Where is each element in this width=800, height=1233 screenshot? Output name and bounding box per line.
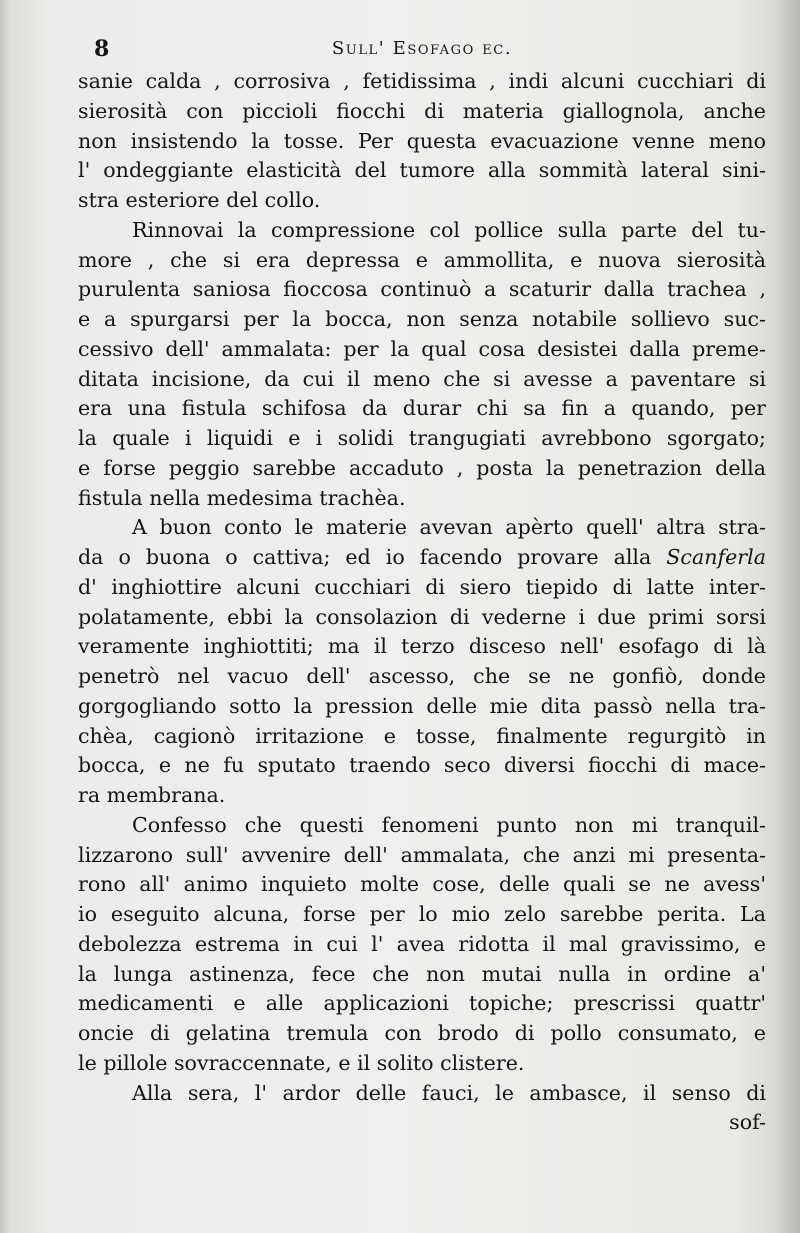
italic-name: Scanferla xyxy=(666,545,766,569)
text-line: polatamente, ebbi la consolazion di vederne i due primi sorsi xyxy=(78,604,766,629)
text-line: penetrò nel vacuo dell' ascesso, che se ne gonfiò, donde xyxy=(78,664,766,688)
text-line: la quale i liquidi e i solidi trangugiati avrebbono sgorgato; xyxy=(78,426,766,450)
text-line: non insistendo la tosse. Per questa evacuazione venne meno xyxy=(78,128,766,153)
text-line: ditata incisione, da cui il meno che si avesse a paventare si xyxy=(78,366,766,391)
body-text xyxy=(78,67,766,1138)
text-line: bocca, e ne fu sputato traendo seco diversi fiocchi di mace- xyxy=(78,753,766,778)
catchword: sof- xyxy=(729,1110,766,1135)
text-line xyxy=(78,543,766,573)
text-line: oncie di gelatina tremula con brodo di pollo consumato, e xyxy=(78,1021,766,1045)
page-gutter-shadow xyxy=(0,0,10,1233)
text-line: io eseguito alcuna, forse per lo mio zelo sarebbe perita. La xyxy=(78,902,766,926)
text-line: veramente inghiottiti; ma il terzo disceso nell' esofago di là xyxy=(78,634,766,659)
text-line: le pillole sovraccennate, e il solito clistere. xyxy=(78,1050,525,1075)
page-edge-shadow xyxy=(774,0,800,1233)
text-line: A buon conto le materie avevan apèrto quell' altra stra- xyxy=(132,515,766,540)
text-line: chèa, cagionò irritazione e tosse, finalmente regurgitò in xyxy=(78,723,766,748)
text-line: sanie calda , corrosiva , fetidissima , indi alcuni cucchiari di xyxy=(78,69,766,93)
text-line: Rinnovai la compressione col pollice sulla parte del tu- xyxy=(132,217,766,242)
text-line: la lunga astinenza, fece che non mutai nulla in ordine a' xyxy=(78,961,766,986)
text-line: rono all' animo inquieto molte cose, delle quali se ne avess' xyxy=(78,872,766,897)
running-head xyxy=(78,36,766,64)
text-line: fistula nella medesima trachèa. xyxy=(78,485,406,510)
text-line: lizzarono sull' avvenire dell' ammalata, che anzi mi presenta- xyxy=(78,842,766,867)
text-line: Alla sera, l' ardor delle fauci, le ambasce, il senso di xyxy=(132,1080,766,1105)
text-line: more , che si era depressa e ammollita, e nuova sierosità xyxy=(78,247,766,272)
text-line: debolezza estrema in cui l' avea ridotta il mal gravissimo, e xyxy=(78,931,766,956)
text-line-prefix: da o buona o cattiva; ed io facendo provare alla xyxy=(78,545,667,569)
text-line: gorgogliando sotto la pression delle mie dita passò nella tra- xyxy=(78,693,766,718)
text-line: l' ondeggiante elasticità del tumore alla sommità lateral sini- xyxy=(78,158,766,183)
text-line: Confesso che questi fenomeni punto non mi tranquil- xyxy=(132,812,766,837)
text-line: stra esteriore del collo. xyxy=(78,188,321,212)
text-line: ra membrana. xyxy=(78,783,226,807)
running-title: Sull' Esofago ec. xyxy=(331,38,513,59)
page-number: 8 xyxy=(94,36,110,62)
text-line: medicamenti e alle applicazioni topiche; prescrissi quattr' xyxy=(78,991,766,1016)
text-line: e a spurgarsi per la bocca, non senza notabile sollievo suc- xyxy=(78,307,766,331)
text-line: e forse peggio sarebbe accaduto , posta la penetrazion della xyxy=(78,455,766,480)
text-line: era una fistula schifosa da durar chi sa fin a quando, per xyxy=(78,396,766,421)
text-line: sierosità con piccioli fiocchi di materia giallognola, anche xyxy=(78,98,766,123)
text-line: purulenta saniosa fioccosa continuò a scaturir dalla trachea , xyxy=(78,277,766,302)
text-line: cessivo dell' ammalata: per la qual cosa desistei dalla preme- xyxy=(78,336,766,361)
text-line: d' inghiottire alcuni cucchiari di siero tiepido di latte inter- xyxy=(78,574,766,599)
